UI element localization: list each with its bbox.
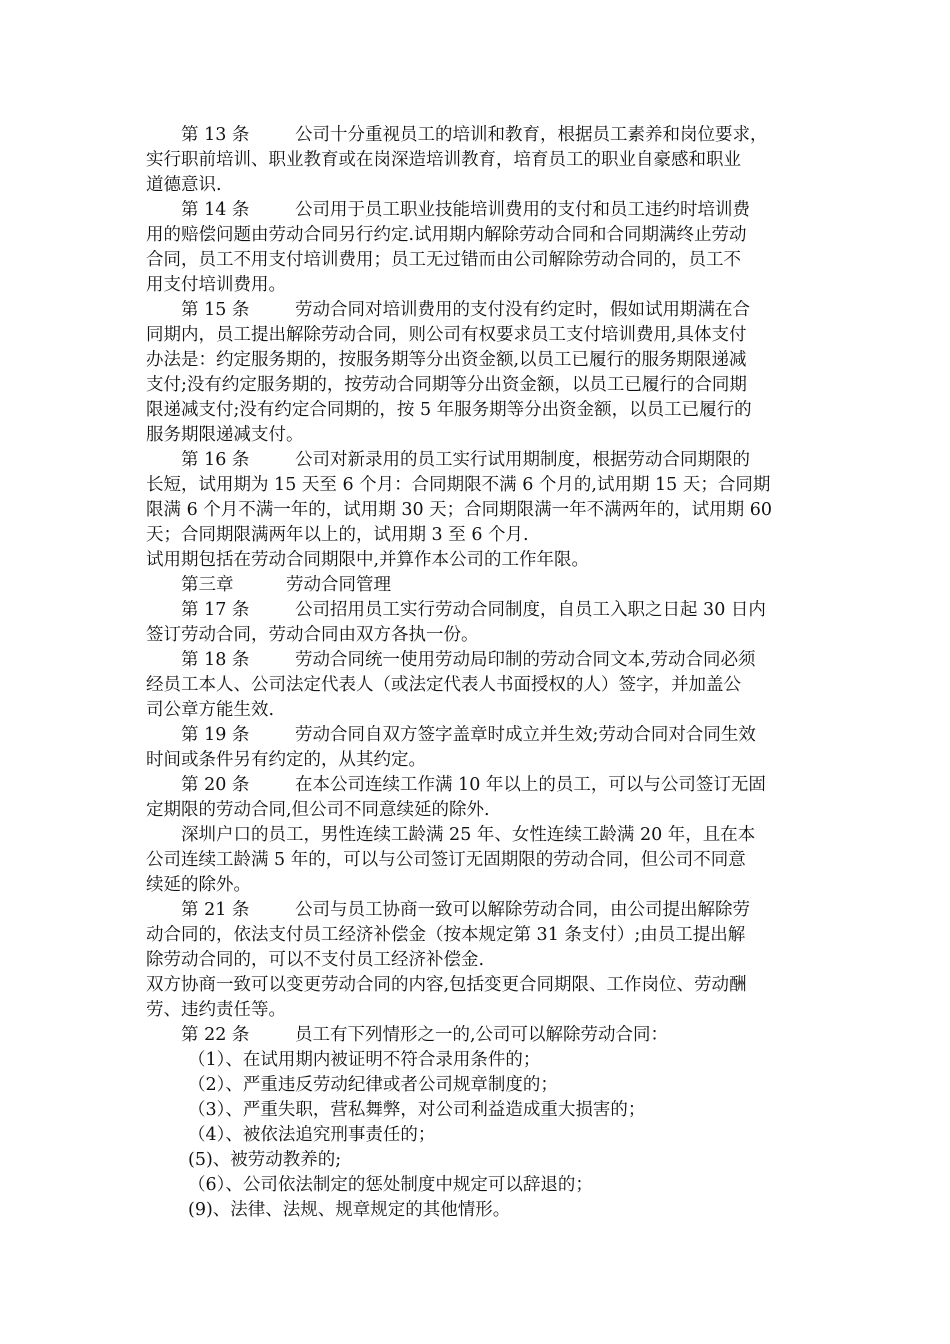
article-16-heading: 第 16 条: [181, 450, 250, 470]
article-14-line-4: 用支付培训费用。: [146, 275, 286, 295]
article-14-heading: 第 14 条: [181, 200, 250, 220]
article-21-line-2: 动合同的，依法支付员工经济补偿金（按本规定第 31 条支付）;由员工提出解: [146, 925, 746, 945]
article-20-heading: 第 20 条: [181, 775, 250, 795]
article-20-line-4: 公司连续工龄满 5 年的，可以与公司签订无固期限的劳动合同，但公司不同意: [146, 850, 746, 870]
article-19-line-2: 时间或条件另有约定的，从其约定。: [146, 750, 426, 770]
article-20-line-1: 第 20 条 在本公司连续工作满 10 年以上的员工，可以与公司签订无固: [181, 775, 766, 795]
article-18-heading: 第 18 条: [181, 650, 250, 670]
article-21-heading: 第 21 条: [181, 900, 250, 920]
article-21-line-5: 劳、违约责任等。: [146, 1000, 286, 1020]
article-18-line-1: 第 18 条 劳动合同统一使用劳动局印制的劳动合同文本,劳动合同必须: [181, 650, 756, 670]
article-19-line-1: 第 19 条 劳动合同自双方签字盖章时成立并生效;劳动合同对合同生效: [181, 725, 756, 745]
article-20-line-2: 定期限的劳动合同,但公司不同意续延的除外.: [146, 800, 490, 820]
article-22-item-2: （2）、严重违反劳动纪律或者公司规章制度的；: [188, 1075, 558, 1095]
article-16-line-3: 限满 6 个月不满一年的，试用期 30 天；合同期限满一年不满两年的，试用期 60: [146, 500, 772, 520]
article-22-item-5: (5)、被劳动教养的;: [188, 1150, 342, 1170]
article-21-line-1: 第 21 条 公司与员工协商一致可以解除劳动合同，由公司提出解除劳: [181, 900, 750, 920]
article-15-heading: 第 15 条: [181, 300, 250, 320]
article-22-item-3: （3）、严重失职，营私舞弊，对公司利益造成重大损害的；: [188, 1100, 646, 1120]
article-13-line-3: 道德意识.: [146, 175, 222, 195]
article-15-line-2: 同期内，员工提出解除劳动合同，则公司有权要求员工支付培训费用,具体支付: [146, 325, 747, 345]
article-21-line-3: 除劳动合同的，可以不支付员工经济补偿金.: [146, 950, 485, 970]
article-15-line-4: 支付;没有约定服务期的，按劳动合同期等分出资金额，以员工已履行的合同期: [146, 375, 747, 395]
chapter-3-title: 劳动合同管理: [286, 575, 391, 595]
article-17-line-1: 第 17 条 公司招用员工实行劳动合同制度，自员工入职之日起 30 日内: [181, 600, 766, 620]
article-22-heading: 第 22 条: [181, 1025, 250, 1045]
article-21-line-4: 双方协商一致可以变更劳动合同的内容,包括变更合同期限、工作岗位、劳动酬: [146, 975, 747, 995]
article-15-line-6: 服务期限递减支付。: [146, 425, 304, 445]
article-22-item-1: （1）、在试用期内被证明不符合录用条件的；: [188, 1050, 541, 1070]
article-15-line-1: 第 15 条 劳动合同对培训费用的支付没有约定时，假如试用期满在合: [181, 300, 750, 320]
article-14-line-2: 用的赔偿问题由劳动合同另行约定.试用期内解除劳动合同和合同期满终止劳动: [146, 225, 747, 245]
article-13-line-2: 实行职前培训、职业教育或在岗深造培训教育，培育员工的职业自豪感和职业: [146, 150, 741, 170]
article-19-heading: 第 19 条: [181, 725, 250, 745]
article-16-line-2: 长短，试用期为 15 天至 6 个月：合同期限不满 6 个月的,试用期 15 天；合同期: [146, 475, 771, 495]
article-20-line-5: 续延的除外。: [146, 875, 251, 895]
article-22-line-1: 第 22 条 员工有下列情形之一的,公司可以解除劳动合同：: [181, 1025, 669, 1045]
article-16-line-4: 天；合同期限满两年以上的，试用期 3 至 6 个月.: [146, 525, 529, 545]
article-22-item-6: （6）、公司依法制定的惩处制度中规定可以辞退的；: [188, 1175, 593, 1195]
article-17-line-2: 签订劳动合同，劳动合同由双方各执一份。: [146, 625, 479, 645]
article-17-heading: 第 17 条: [181, 600, 250, 620]
chapter-3-heading-line: [181, 573, 391, 597]
article-13-line-1: 第 13 条 公司十分重视员工的培训和教育，根据员工素养和岗位要求，: [181, 125, 768, 145]
article-15-line-5: 限递减支付;没有约定合同期的，按 5 年服务期等分出资金额，以员工已履行的: [146, 400, 752, 420]
article-20-line-3: 深圳户口的员工，男性连续工龄满 25 年、女性连续工龄满 20 年，且在本: [181, 825, 756, 845]
article-14-line-3: 合同，员工不用支付培训费用；员工无过错而由公司解除劳动合同的，员工不: [146, 250, 741, 270]
chapter-3-heading: 第三章: [181, 575, 234, 595]
article-22-item-9: (9)、法律、法规、规章规定的其他情形。: [188, 1200, 511, 1220]
article-18-line-3: 司公章方能生效.: [146, 700, 275, 720]
article-14-line-1: 第 14 条 公司用于员工职业技能培训费用的支付和员工违约时培训费: [181, 200, 750, 220]
article-15-line-3: 办法是：约定服务期的，按服务期等分出资金额,以员工已履行的服务期限递减: [146, 350, 747, 370]
article-22-item-4: （4）、被依法追究刑事责任的；: [188, 1125, 436, 1145]
article-18-line-2: 经员工本人、公司法定代表人（或法定代表人书面授权的人）签字，并加盖公: [146, 675, 741, 695]
article-16-line-5: 试用期包括在劳动合同期限中,并算作本公司的工作年限。: [146, 550, 590, 570]
article-16-line-1: 第 16 条 公司对新录用的员工实行试用期制度，根据劳动合同期限的: [181, 450, 750, 470]
article-13-heading: 第 13 条: [181, 125, 250, 145]
